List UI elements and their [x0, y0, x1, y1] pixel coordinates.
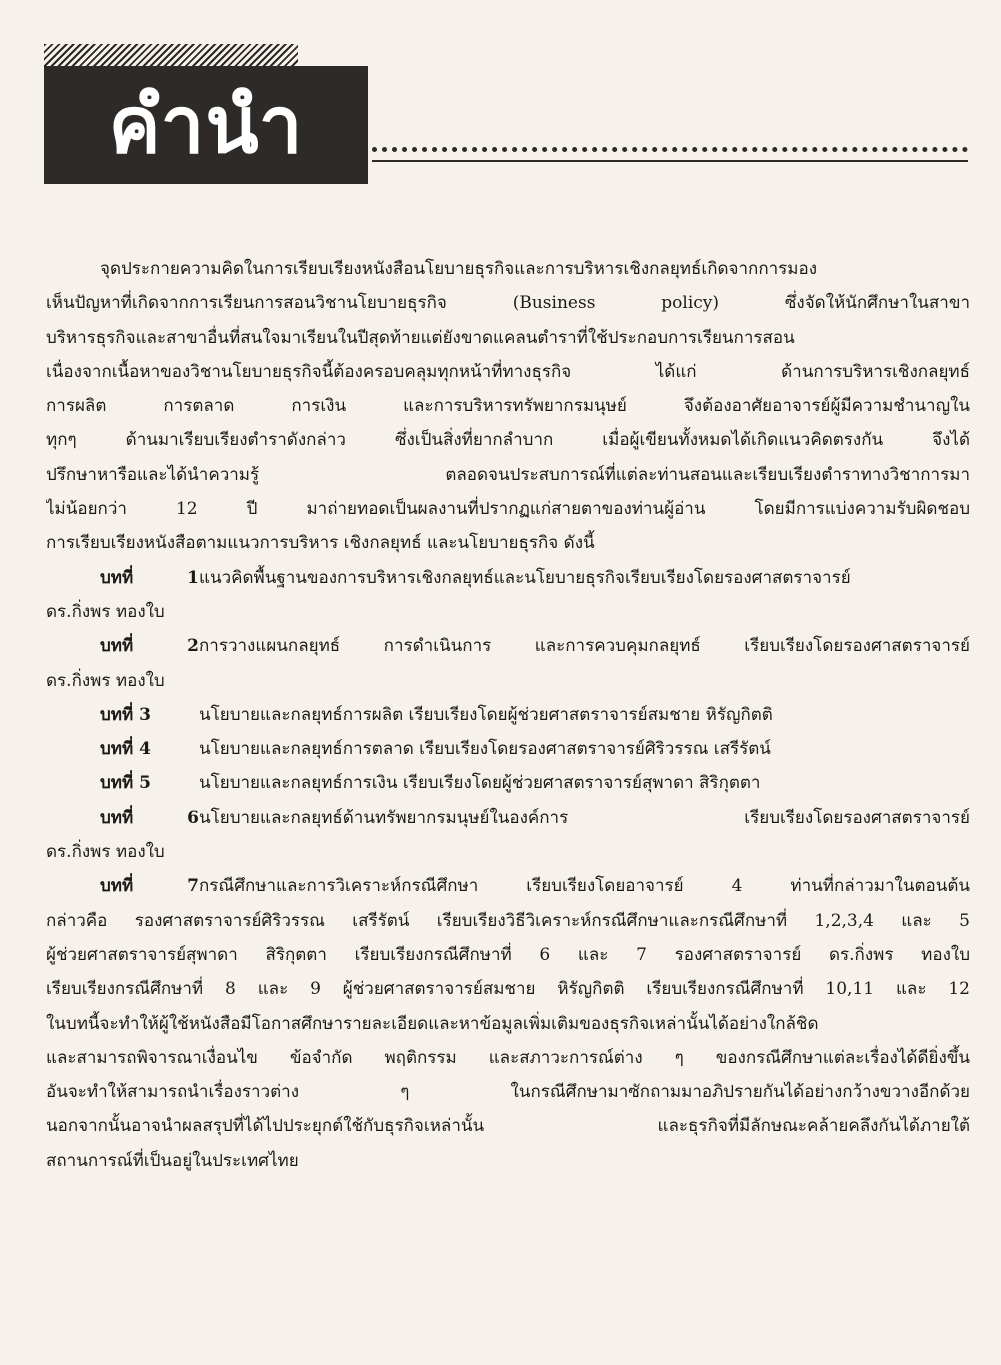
- text-line: อันจะทำให้สามารถนำเรื่องราวต่าง ๆ ในกรณีศึกษามาซักถามมาอภิปรายกันได้อย่างกว้างขวางอีกด้วย: [46, 1082, 970, 1103]
- chapter-label: บทที่ 6: [100, 807, 199, 828]
- chapter-entry: [46, 629, 970, 663]
- text-line: เห็นปัญหาที่เกิดจากการเรียนการสอนวิชานโยบายธุรกิจ (Business policy) ซึ่งจัดให้นักศึกษาในสาขา: [46, 293, 970, 314]
- chapter-text: การวางแผนกลยุทธ์ การดำเนินการ และการควบคุมกลยุทธ์ เรียบเรียงโดยรองศาสตราจารย์: [199, 636, 970, 657]
- page-title: คำนำ: [44, 66, 368, 184]
- chapter-entry: [46, 766, 970, 800]
- chapter-entry: [46, 561, 970, 595]
- text-line: จุดประกายความคิดในการเรียบเรียงหนังสือนโยบายธุรกิจและการบริหารเชิงกลยุทธ์เกิดจากการมอง: [100, 259, 818, 279]
- chapter-label: บทที่ 2: [100, 636, 199, 657]
- text-line: นอกจากนั้นอาจนำผลสรุปที่ได้ไปประยุกต์ใช้กับธุรกิจเหล่านั้น และธุรกิจที่มีลักษณะคล้ายคลึงกันได้ภายใต้: [46, 1116, 970, 1137]
- text-line: บริหารธุรกิจและสาขาอื่นที่สนใจมาเรียนในปีสุดท้ายแต่ยังขาดแคลนตำราที่ใช้ประกอบการเรียนการสอน: [46, 327, 795, 348]
- text-line: ในบทนี้จะทำให้ผู้ใช้หนังสือมีโอกาสศึกษารายละเอียดและหาข้อมูลเพิ่มเติมของธุรกิจเหล่านั้นได้อย่างใกล้ชิด: [46, 1013, 819, 1034]
- preface-body: [46, 252, 970, 1178]
- text-line: และสามารถพิจารณาเงื่อนไข ข้อจำกัด พฤติกรรม และสภาวะการณ์ต่าง ๆ ของกรณีศึกษาแต่ละเรื่องได้ดียิ่งขึ้น: [46, 1047, 970, 1068]
- text-line: ไม่น้อยกว่า 12 ปี มาถ่ายทอดเป็นผลงานที่ปรากฏแก่สายตาของท่านผู้อ่าน โดยมีการแบ่งความรับผิดชอบ: [46, 499, 970, 520]
- text-line: ผู้ช่วยศาสตราจารย์สุพาดา สิริกุตตา เรียบเรียงกรณีศึกษาที่ 6 และ 7 รองศาสตราจารย์ ดร.กิ่งพร ทองใบ: [46, 944, 970, 965]
- chapter-label: บทที่ 7: [100, 876, 199, 897]
- chapter-entry: [46, 698, 970, 732]
- text-line: เรียบเรียงกรณีศึกษาที่ 8 และ 9 ผู้ช่วยศาสตราจารย์สมชาย หิรัญกิตติ เรียบเรียงกรณีศึกษาที่ 10,11 และ 12: [46, 979, 970, 1000]
- chapter-entry: [46, 869, 970, 903]
- chapter-entry: [46, 732, 970, 766]
- text-line: การเรียบเรียงหนังสือตามแนวการบริหาร เชิงกลยุทธ์ และนโยบายธุรกิจ ดังนี้: [46, 533, 595, 554]
- chapter-text: นโยบายและกลยุทธ์การเงิน เรียบเรียงโดยผู้ช่วยศาสตราจารย์สุพาดา สิริกุตตา: [199, 773, 761, 794]
- chapter-label: บทที่ 1: [100, 567, 199, 588]
- chapter-author: ดร.กิ่งพร ทองใบ: [46, 601, 165, 622]
- chapter-text: นโยบายและกลยุทธ์การผลิต เรียบเรียงโดยผู้ช่วยศาสตราจารย์สมชาย หิรัญกิตติ: [199, 704, 773, 725]
- text-line: ทุกๆ ด้านมาเรียบเรียงตำราดังกล่าว ซึ่งเป็นสิ่งที่ยากลำบาก เมื่อผู้เขียนทั้งหมดได้เกิดแนวคิดตรงกัน จึงได้: [46, 430, 970, 451]
- chapter-label: บทที่ 4: [100, 739, 151, 760]
- chapter-text: นโยบายและกลยุทธ์ด้านทรัพยากรมนุษย์ในองค์การ เรียบเรียงโดยรองศาสตราจารย์: [199, 807, 970, 828]
- chapter-text: กรณีศึกษาและการวิเคราะห์กรณีศึกษา เรียบเรียงโดยอาจารย์ 4 ท่านที่กล่าวมาในตอนต้น: [199, 876, 970, 897]
- chapter-entry: [46, 801, 970, 835]
- text-line: การผลิต การตลาด การเงิน และการบริหารทรัพยากรมนุษย์ จึงต้องอาศัยอาจารย์ผู้มีความชำนาญใน: [46, 396, 970, 417]
- text-line: กล่าวคือ รองศาสตราจารย์ศิริวรรณ เสรีรัตน์ เรียบเรียงวิธีวิเคราะห์กรณีศึกษาและกรณีศึกษาที่ 1,2,3,4 และ 5: [46, 910, 970, 931]
- chapter-text: นโยบายและกลยุทธ์การตลาด เรียบเรียงโดยรองศาสตราจารย์ศิริวรรณ เสรีรัตน์: [199, 739, 771, 760]
- title-dotted-rule: [372, 147, 968, 152]
- chapter-text: แนวคิดพื้นฐานของการบริหารเชิงกลยุทธ์และนโยบายธุรกิจเรียบเรียงโดยรองศาสตราจารย์: [199, 567, 851, 588]
- text-line: ปรึกษาหารือและได้นำความรู้ ตลอดจนประสบการณ์ที่แต่ละท่านสอนและเรียบเรียงตำราทางวิชาการมา: [46, 464, 970, 485]
- chapter-author: ดร.กิ่งพร ทองใบ: [46, 842, 165, 863]
- title-solid-rule: [372, 160, 968, 162]
- text-line: เนื่องจากเนื้อหาของวิชานโยบายธุรกิจนี้ต้องครอบคลุมทุกหน้าที่ทางธุรกิจ ได้แก่ ด้านการบริหารเชิงกลยุทธ์: [46, 361, 970, 382]
- chapter-author: ดร.กิ่งพร ทองใบ: [46, 670, 165, 691]
- chapter-label: บทที่ 5: [100, 773, 151, 794]
- text-line: สถานการณ์ที่เป็นอยู่ในประเทศไทย: [46, 1150, 299, 1171]
- chapter-label: บทที่ 3: [100, 704, 151, 725]
